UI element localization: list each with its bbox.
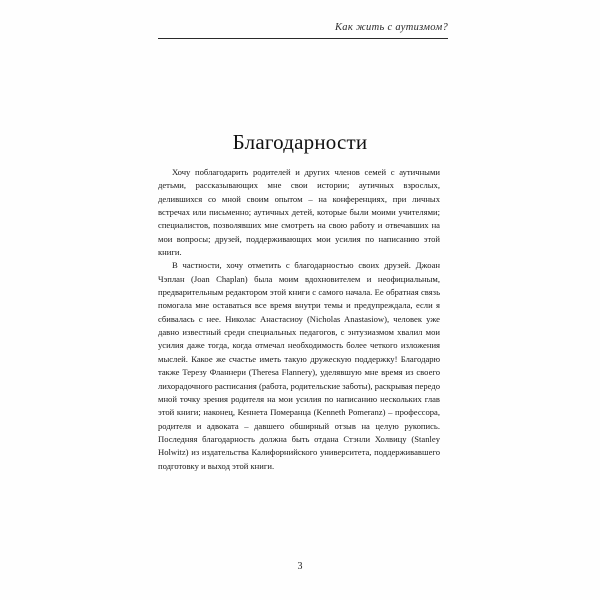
page-title: Благодарности [232, 130, 368, 155]
paragraph: В частности, хочу отметить с благодарностью своих друзей. Джоан Чэплан (Joan Chaplan) была моим вдохновителем и неофициальным, предварительным редактором этой книги с самого начала. Ее обратная связь помогала мне оставаться все время внутри темы и предупреждала, если я сбивалась с нее. Николас Анастасиоу (Nicholas Anastasiow), человек уже давно известный среди специальных педагогов, с энтузиазмом хвалил мои усилия даже тогда, когда отмечал необходимость более четкого изложения мыслей. Какое же счастье иметь такую дружескую поддержку! Благодарю также Терезу Фланнери (Theresa Flannery), уделявшую мне время из своего лихорадочного расписания (работа, родительские заботы), раскрывая передо мной точку зрения родителя на мои усилия по написанию нескольких глав этой книги; наконец, Кеннета Померанца (Kenneth Pomeranz) – профессора, родителя и адвоката – давшего обширный отзыв на целую рукопись. Последняя благодарность должна быть отдана Стэнли Холвицу (Stanley Holwitz) из издательства Калифорнийского университета, поддерживавшего подготовку и выход этой книги. [158, 260, 440, 471]
running-head: Как жить с аутизмом? [335, 22, 448, 33]
body-text [158, 166, 440, 473]
paragraph: Хочу поблагодарить родителей и других членов семей с аутичными детьми, рассказывающих мне свои истории; аутичных взрослых, делившихся со мной своим опытом – на конференциях, при личных встречах или письменно; аутичных детей, которые были моими учителями; специалистов, позволявших мне смотреть на свою работу и отвечавших на мои вопросы; друзей, поддерживающих мои усилия по написанию этой книги. [158, 167, 440, 258]
header-rule [158, 38, 448, 39]
page-number: 3 [297, 561, 303, 572]
